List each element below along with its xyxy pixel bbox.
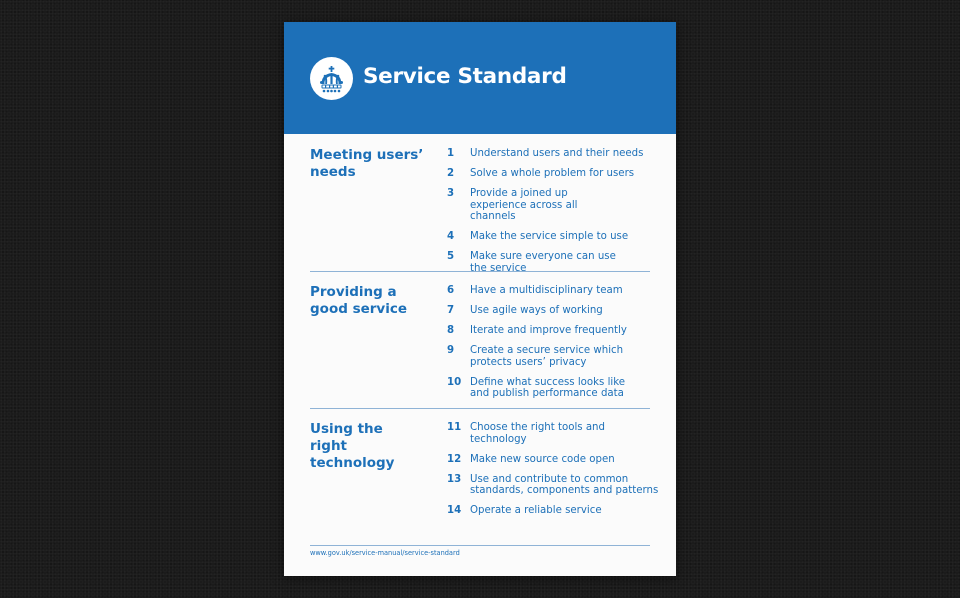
point-number: 6 bbox=[447, 285, 455, 296]
standard-point bbox=[447, 148, 652, 160]
footer-url: www.gov.uk/service-manual/service-standard bbox=[310, 549, 460, 557]
service-standard-poster bbox=[284, 22, 676, 576]
point-text: Provide a joined up experience across all channels bbox=[470, 188, 578, 222]
section-title: Meeting users’ needs bbox=[310, 147, 424, 180]
point-text: Create a secure service which protects users’ privacy bbox=[470, 345, 624, 368]
section-title: Using the right technology bbox=[310, 421, 395, 471]
standard-point bbox=[447, 505, 652, 517]
point-text: Operate a reliable service bbox=[470, 505, 602, 516]
poster-title: Service Standard bbox=[363, 64, 567, 89]
point-number: 3 bbox=[447, 188, 455, 199]
standard-point bbox=[447, 377, 642, 400]
point-number: 8 bbox=[447, 325, 455, 336]
point-text: Choose the right tools and technology bbox=[470, 422, 605, 445]
point-text: Use agile ways of working bbox=[470, 305, 603, 316]
point-number: 11 bbox=[447, 422, 462, 433]
point-text: Make new source code open bbox=[470, 453, 615, 465]
footer-divider bbox=[310, 545, 650, 546]
section-divider bbox=[310, 271, 650, 272]
point-text: Define what success looks like and publish performance data bbox=[470, 376, 626, 399]
point-number: 9 bbox=[447, 345, 455, 356]
standard-point bbox=[447, 168, 652, 180]
point-number: 2 bbox=[447, 168, 455, 179]
standard-point bbox=[447, 285, 652, 297]
standard-point bbox=[447, 231, 652, 243]
point-text: Make the service simple to use bbox=[470, 231, 629, 242]
point-text: Use and contribute to common standards, components and patterns bbox=[470, 473, 659, 496]
standard-point bbox=[447, 422, 635, 445]
standard-point bbox=[447, 474, 675, 497]
point-text: Make sure everyone can use the service bbox=[470, 251, 616, 274]
point-number: 1 bbox=[447, 148, 455, 159]
standard-points-list bbox=[447, 148, 652, 283]
standard-point bbox=[447, 325, 652, 337]
section-title: Providing a good service bbox=[310, 284, 408, 317]
point-number: 14 bbox=[447, 505, 462, 516]
point-number: 4 bbox=[447, 231, 455, 242]
point-number: 7 bbox=[447, 305, 455, 316]
point-number: 10 bbox=[447, 376, 462, 388]
crown-crest-icon bbox=[310, 57, 353, 100]
point-text: Have a multidisciplinary team bbox=[470, 285, 623, 296]
standard-point bbox=[447, 345, 640, 368]
standard-point bbox=[447, 188, 620, 223]
standard-point bbox=[447, 305, 652, 317]
point-number: 13 bbox=[447, 473, 462, 485]
point-number: 12 bbox=[447, 453, 462, 465]
standard-point bbox=[447, 454, 652, 466]
standard-points-list bbox=[447, 285, 652, 408]
section-divider bbox=[310, 408, 650, 409]
poster-header bbox=[284, 22, 676, 134]
point-text: Understand users and their needs bbox=[470, 148, 644, 159]
point-number: 5 bbox=[447, 251, 455, 262]
point-text: Solve a whole problem for users bbox=[470, 168, 635, 179]
point-text: Iterate and improve frequently bbox=[470, 325, 627, 336]
standard-points-list bbox=[447, 422, 659, 525]
